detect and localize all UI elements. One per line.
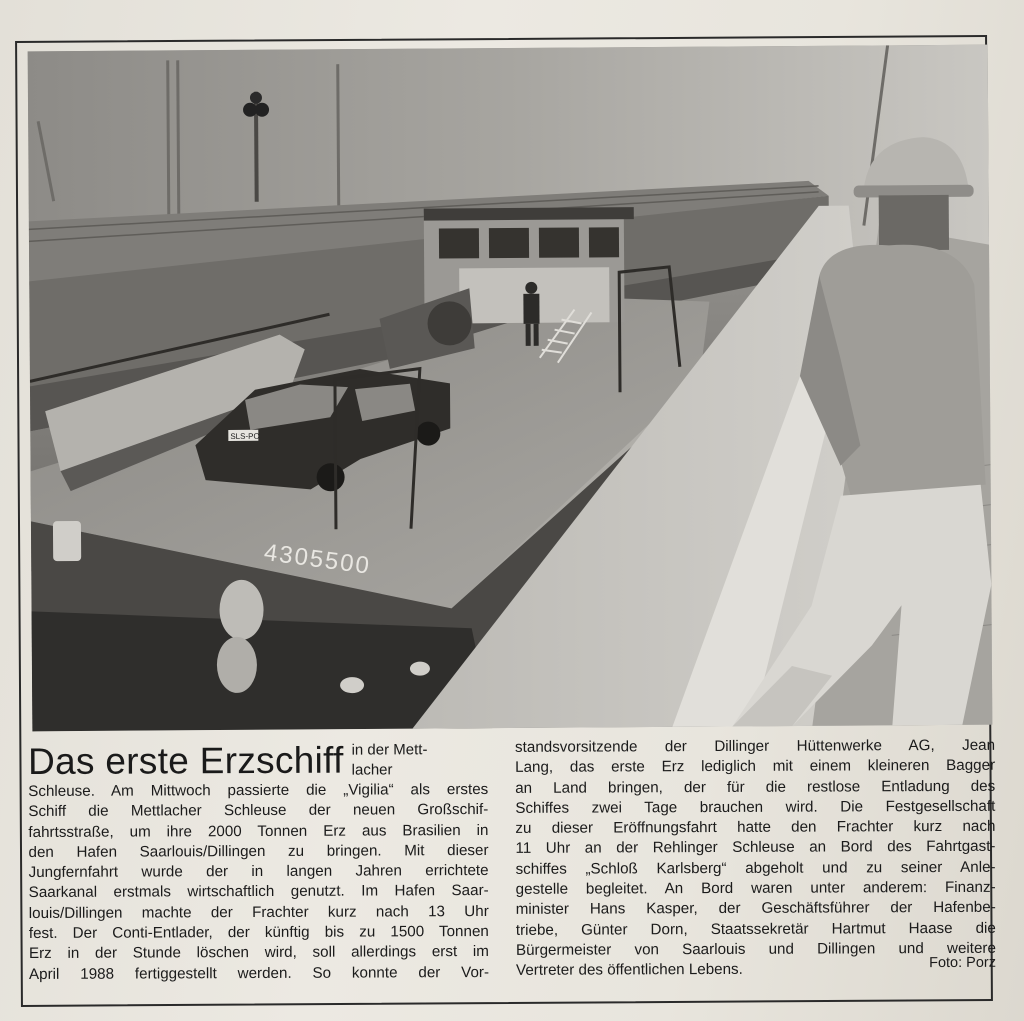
text-line: schiffes „Schloß Karlsberg“ abgeholt und zu seiner Anle- bbox=[515, 858, 996, 878]
article-column-left bbox=[28, 738, 489, 985]
text-line: Saarkanal erstmals wirtschaftlich genutzt. Im Hafen Saar- bbox=[28, 882, 489, 902]
text-line: 11 Uhr an der Rehlinger Schleuse an Bord des Fahrtgast- bbox=[515, 838, 996, 858]
text-line: Schleuse. Am Mittwoch passierte die „Vigilia“ als erstes bbox=[28, 780, 489, 800]
headline-tail-line-2: lacher bbox=[351, 761, 393, 779]
text-line: triebe, Günter Dorn, Staatssekretär Hartmut Haase die bbox=[515, 919, 996, 939]
hull-number: 4305500 bbox=[262, 538, 373, 580]
text-line: Bürgermeister von Saarlouis und Dillingen und weitere bbox=[515, 939, 996, 959]
text-line: Vertreter des öffentlichen Lebens. bbox=[515, 961, 743, 980]
car-plate: SLS-PO bbox=[230, 431, 260, 441]
text-line: fest. Der Conti-Entlader, der künftig bis zu 1500 Tonnen bbox=[28, 923, 489, 943]
text-line: standsvorsitzende der Dillinger Hüttenwerke AG, Jean bbox=[514, 736, 996, 756]
text-line: Erz in der Stunde löschen wird, soll allerdings erst im bbox=[28, 943, 489, 963]
text-line: Lang, das erste Erz lediglich mit einem kleineren Bagger bbox=[515, 757, 996, 777]
barge-photo bbox=[28, 45, 993, 732]
text-line: zu dieser Eröffnungsfahrt hatte den Frachter kurz nach bbox=[515, 817, 996, 838]
text-line: April 1988 fertiggestellt werden. So konnte der Vor- bbox=[28, 963, 490, 983]
photo-credit: Foto: Porz bbox=[929, 955, 997, 972]
barge-photo-illustration bbox=[28, 45, 993, 732]
text-line: Schiff die Mettlacher Schleuse der neuen Großschif- bbox=[28, 801, 489, 821]
text-line: den Hafen Saarlouis/Dillingen zu bringen. Mit dieser bbox=[28, 841, 489, 861]
text-line: gestelle begleitet. An Bord waren unter anderem: Finanz- bbox=[515, 878, 996, 898]
text-line: louis/Dillingen machte der Frachter kurz nach 13 Uhr bbox=[28, 902, 489, 922]
text-line: Jungfernfahrt wurde der in langen Jahren errichtete bbox=[28, 862, 489, 882]
text-line: an Land bringen, der für die restlose Entladung des bbox=[515, 777, 996, 797]
article-column-right bbox=[515, 736, 996, 982]
headline-tail-line-1: in der Mett- bbox=[351, 741, 428, 759]
article-text bbox=[28, 736, 999, 990]
text-line: fahrtsstraße, um ihre 2000 Tonnen Erz aus Brasilien in bbox=[28, 821, 489, 841]
headline: Das erste Erzschiff bbox=[28, 739, 344, 782]
text-line: minister Hans Kasper, der Geschäftsführer der Hafenbe- bbox=[515, 899, 996, 919]
text-line: Schiffes zwei Tage brauchen wird. Die Festgesellschaft bbox=[515, 797, 996, 817]
